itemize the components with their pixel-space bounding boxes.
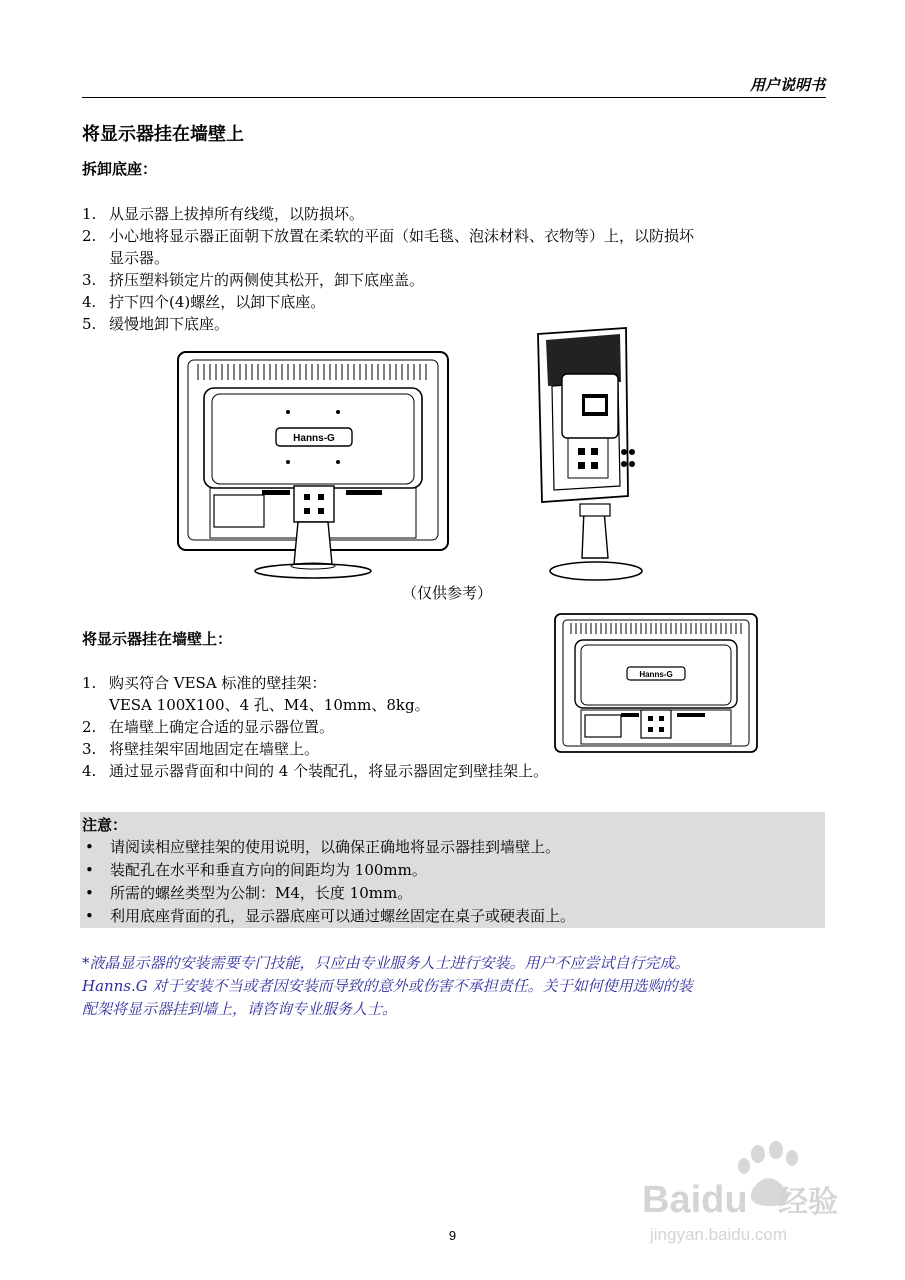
- monitor-back-illustration: [176, 350, 451, 582]
- figure-caption: （仅供参考）: [402, 584, 493, 602]
- notes-title: 注意：: [82, 816, 128, 834]
- list-item: 1. 购买符合 VESA 标准的壁挂架： VESA 100X100、4 孔、M4、10mm、8kg。: [82, 674, 430, 714]
- list-item: • 所需的螺丝类型为公制：M4，长度 10mm。: [85, 884, 413, 902]
- list-item: 1. 从显示器上拔掉所有线缆，以防损坏。: [82, 205, 365, 223]
- list-item: 5. 缓慢地卸下底座。: [82, 315, 230, 333]
- svg-text:经验: 经验: [778, 1186, 838, 1219]
- list-item: 2. 在墙壁上确定合适的显示器位置。: [82, 718, 335, 736]
- document-header-title: 用户说明书: [749, 76, 825, 94]
- list-item: 3. 将壁挂架牢固地固定在墙壁上。: [82, 740, 320, 758]
- installation-warning: *液晶显示器的安装需要专门技能，只应由专业服务人士进行安装。用户不应尝试自行完成。 Hanns.G 对于安装不当或者因安装而导致的意外或伤害不承担责任。关于如何使用选购的装 配架将显示器挂到墙上，请咨询专业服务人士。: [82, 954, 693, 1018]
- brand-logo: Hanns-G: [293, 433, 335, 444]
- section-title: 将显示器挂在墙壁上: [82, 124, 244, 145]
- list-item: • 请阅读相应壁挂架的使用说明，以确保正确地将显示器挂到墙壁上。: [85, 838, 561, 856]
- list-item: 3. 挤压塑料锁定片的两侧使其松开，卸下底座盖。: [82, 271, 425, 289]
- page-number: 9: [448, 1228, 457, 1243]
- wall-mount-heading: 将显示器挂在墙壁上：: [82, 630, 233, 648]
- svg-text:Baidu: Baidu: [642, 1179, 748, 1221]
- list-item: • 装配孔在水平和垂直方向的间距均为 100mm。: [85, 861, 427, 879]
- brand-logo: Hanns-G: [639, 670, 673, 679]
- monitor-back-no-stand-illustration: [553, 612, 759, 754]
- header-rule: [82, 97, 826, 98]
- notes-list: [82, 836, 575, 928]
- list-item: 2. 小心地将显示器正面朝下放置在柔软的平面（如毛毯、泡沫材料、衣物等）上，以防损坏 显示器。: [82, 227, 695, 267]
- remove-base-heading: 拆卸底座：: [82, 160, 158, 178]
- monitor-side-illustration: [528, 326, 648, 584]
- list-item: • 利用底座背面的孔，显示器底座可以通过螺丝固定在桌子或硬表面上。: [85, 907, 576, 925]
- list-item: 4. 通过显示器背面和中间的 4 个装配孔，将显示器固定到壁挂架上。: [82, 762, 549, 780]
- svg-text:jingyan.baidu.com: jingyan.baidu.com: [650, 1225, 788, 1244]
- list-item: 4. 拧下四个(4)螺丝，以卸下底座。: [82, 293, 326, 311]
- remove-base-steps: [82, 203, 828, 335]
